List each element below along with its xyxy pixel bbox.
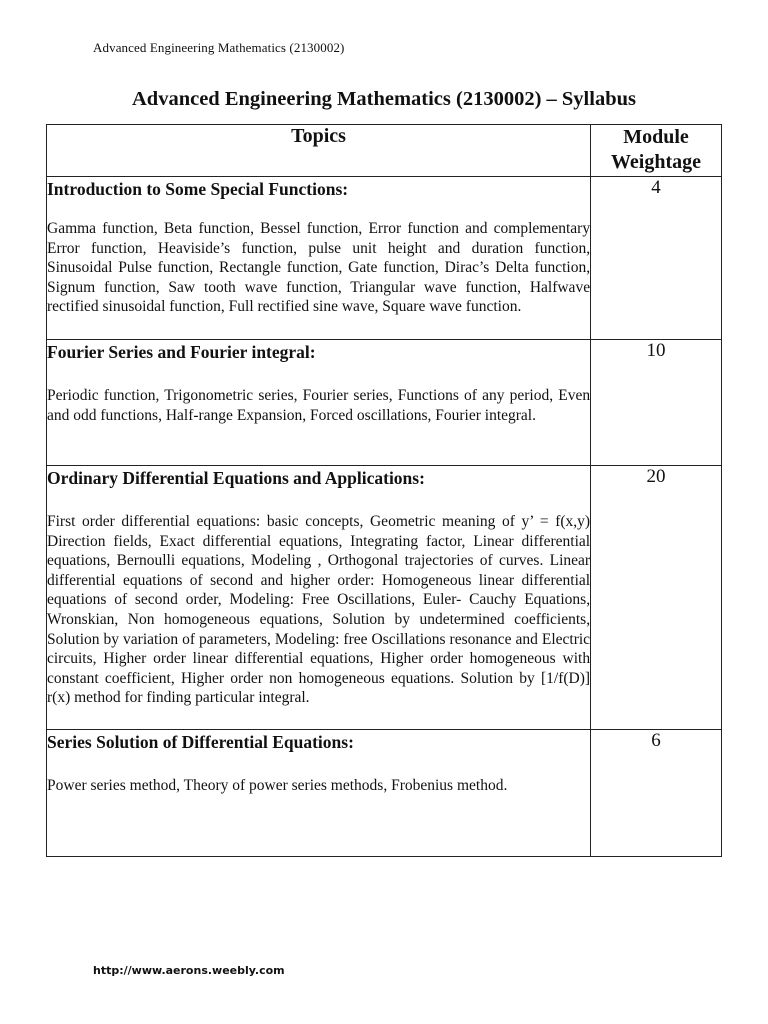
- page-title: Advanced Engineering Mathematics (2130002) – Syllabus: [132, 88, 636, 110]
- topic-cell: [47, 177, 591, 340]
- table-row: [47, 177, 722, 340]
- weightage-header-line1: Module: [623, 126, 689, 148]
- weightage-cell: 20: [591, 466, 722, 730]
- topic-cell: [47, 730, 591, 857]
- weightage-header: [591, 125, 722, 177]
- table-row: [47, 730, 722, 857]
- topic-heading: Fourier Series and Fourier integral:: [47, 342, 316, 362]
- topic-cell: [47, 340, 591, 466]
- topic-heading: Ordinary Differential Equations and Applications:: [47, 468, 425, 488]
- weightage-cell: 6: [591, 730, 722, 857]
- topic-body: Power series method, Theory of power series methods, Frobenius method.: [47, 777, 508, 794]
- weightage-cell: 4: [591, 177, 722, 340]
- table-header-row: [47, 125, 722, 177]
- running-header: Advanced Engineering Mathematics (2130002): [93, 40, 345, 55]
- syllabus-table: [46, 124, 722, 857]
- table-row: [47, 340, 722, 466]
- weightage-header-line2: Weightage: [611, 151, 702, 173]
- table-row: [47, 466, 722, 730]
- topic-cell: [47, 466, 591, 730]
- topic-heading: Introduction to Some Special Functions:: [47, 179, 349, 199]
- footer-url: http://www.aerons.weebly.com: [93, 964, 285, 977]
- topic-heading: Series Solution of Differential Equations:: [47, 732, 354, 752]
- topics-header: Topics: [47, 125, 591, 177]
- topic-body: Periodic function, Trigonometric series, Fourier series, Functions of any period, Even and odd functions, Half-range Expansion, Forced oscillations, Fourier integral.: [47, 387, 591, 424]
- topic-body: First order differential equations: basic concepts, Geometric meaning of y’ = f(x,y) Direction fields, Exact differential equations, Integrating factor, Linear differential equations, Bernoulli equations, Modeling , Orthogonal trajectories of curves. Linear differential equations of second and higher order: Homogeneous linear differential equations of second order, Modeling: Free Oscillations, Euler- Cauchy Equations, Wronskian, Non homogeneous equations, Solution by undetermined coefficients, Solution by variation of parameters, Modeling: free Oscillations resonance and Electric circuits, Higher order linear differential equations, Higher order homogeneous with constant coefficient, Higher order non homogeneous equations. Solution by [1/f(D)] r(x) method for finding particular integral.: [47, 513, 591, 707]
- weightage-cell: 10: [591, 340, 722, 466]
- topic-body: Gamma function, Beta function, Bessel function, Error function and complementary Error function, Heaviside’s function, pulse unit height and duration function, Sinusoidal Pulse function, Rectangle function, Gate function, Dirac’s Delta function, Signum function, Saw tooth wave function, Triangular wave function, Halfwave rectified sinusoidal function, Full rectified sine wave, Square wave function.: [47, 220, 591, 316]
